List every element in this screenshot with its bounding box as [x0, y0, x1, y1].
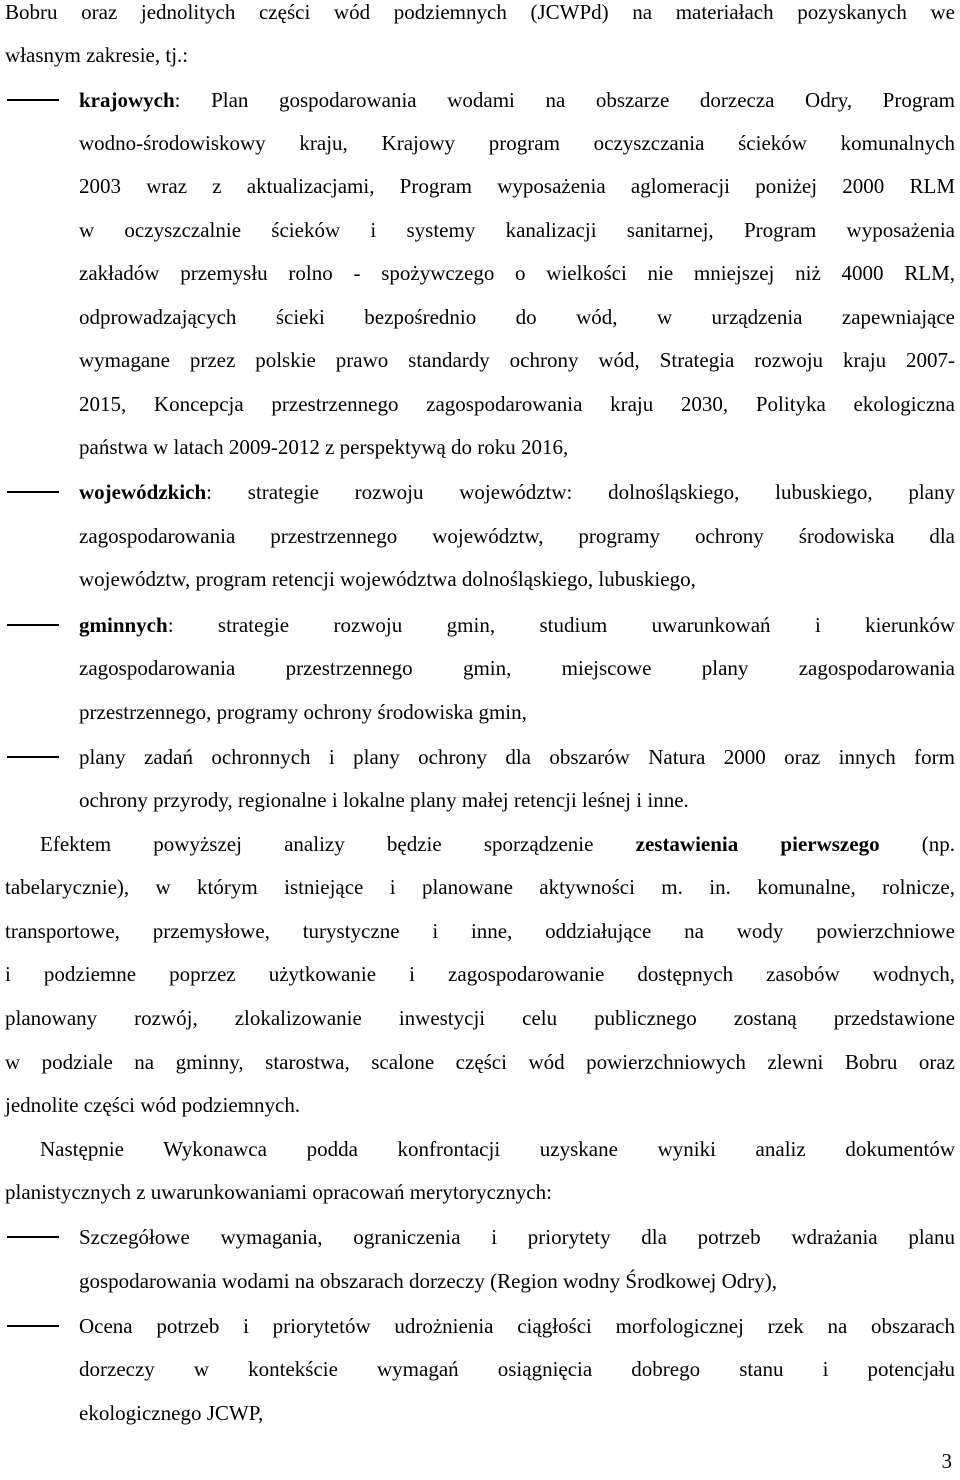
- next-paragraph-line-1: Następnie Wykonawca podda konfrontacji uzyskane wyniki analiz dokumentów: [40, 1137, 955, 1161]
- effect-paragraph-line-6: w podziale na gminny, starostwa, scalone części wód powierzchniowych zlewni Bobru oraz: [5, 1050, 955, 1074]
- bullet-natura-line-1: plany zadań ochronnych i plany ochrony dla obszarów Natura 2000 oraz innych form: [79, 745, 955, 769]
- effect-paragraph-line-1: [40, 829, 955, 859]
- bullet-gminnych-lead: gminnych: [79, 613, 168, 637]
- next-paragraph-line-2: planistycznych z uwarunkowaniami opracowań merytorycznych:: [5, 1180, 552, 1204]
- bullet2-2-line-2: dorzeczy w kontekście wymagań osiągnięcia dobrego stanu i potencjału: [79, 1357, 955, 1381]
- bullet-krajowych-line-8: 2015, Koncepcja przestrzennego zagospodarowania kraju 2030, Polityka ekologiczna: [79, 392, 955, 416]
- bullet-wojewodzkich-line-1: [79, 477, 955, 507]
- bullet2-2-line-3: ekologicznego JCWP,: [79, 1401, 264, 1425]
- bullet-natura-line-2: ochrony przyrody, regionalne i lokalne plany małej retencji leśnej i inne.: [79, 788, 689, 812]
- bullet-krajowych-line-7: wymagane przez polskie prawo standardy ochrony wód, Strategia rozwoju kraju 2007-: [79, 348, 955, 372]
- bullet-wojewodzkich-rest: : strategie rozwoju województw: dolnośląskiego, lubuskiego, plany: [206, 480, 955, 504]
- bullet2-2-line-1: Ocena potrzeb i priorytetów udrożnienia ciągłości morfologicznej rzek na obszarach: [79, 1314, 955, 1338]
- bullet-krajowych-line-6: odprowadzających ścieki bezpośrednio do wód, w urządzenia zapewniające: [79, 305, 955, 329]
- bullet-wojewodzkich-line-3: województw, program retencji województwa dolnośląskiego, lubuskiego,: [79, 567, 696, 591]
- dash-bullet-icon: [5, 1311, 60, 1341]
- bullet2-1-line-1: Szczegółowe wymagania, ograniczenia i priorytety dla potrzeb wdrażania planu: [79, 1225, 955, 1249]
- bullet2-1-line-2: gospodarowania wodami na obszarach dorzeczy (Region wodny Środkowej Odry),: [79, 1269, 778, 1293]
- bullet-gminnych-rest: : strategie rozwoju gmin, studium uwarunkowań i kierunków: [167, 613, 955, 637]
- dash-bullet-icon: [5, 85, 60, 115]
- bullet-krajowych-lead: krajowych: [79, 88, 175, 112]
- bullet-krajowych-rest: : Plan gospodarowania wodami na obszarze dorzecza Odry, Program: [174, 88, 955, 112]
- effect-bold-term: zestawienia pierwszego: [635, 832, 880, 856]
- bullet-krajowych-line-5: zakładów przemysłu rolno - spożywczego o wielkości nie mniejszej niż 4000 RLM,: [79, 261, 955, 285]
- effect-paragraph-line-4: i podziemne poprzez użytkowanie i zagospodarowanie dostępnych zasobów wodnych,: [5, 962, 955, 986]
- effect-paragraph-line-5: planowany rozwój, zlokalizowanie inwestycji celu publicznego zostaną przedstawione: [5, 1006, 955, 1030]
- page-number: 3: [941, 1449, 952, 1473]
- bullet-krajowych-line-3: 2003 wraz z aktualizacjami, Program wyposażenia aglomeracji poniżej 2000 RLM: [79, 174, 955, 198]
- effect-text-before: Efektem powyższej analizy będzie sporządzenie: [40, 832, 636, 856]
- bullet-krajowych-line-4: w oczyszczalnie ścieków i systemy kanalizacji sanitarnej, Program wyposażenia: [79, 218, 955, 242]
- intro-line-2: własnym zakresie, tj.:: [5, 43, 189, 67]
- bullet-gminnych-line-2: zagospodarowania przestrzennego gmin, miejscowe plany zagospodarowania: [79, 656, 955, 680]
- bullet-krajowych-line-1: [79, 85, 955, 115]
- effect-text-after: (np.: [879, 832, 955, 856]
- bullet-wojewodzkich-line-2: zagospodarowania przestrzennego województw, programy ochrony środowiska dla: [79, 524, 955, 548]
- intro-line-1: Bobru oraz jednolitych części wód podziemnych (JCWPd) na materiałach pozyskanych we: [5, 0, 955, 24]
- dash-bullet-icon: [5, 742, 60, 772]
- effect-paragraph-line-2: tabelarycznie), w którym istniejące i planowane aktywności m. in. komunalne, rolnicze,: [5, 875, 955, 899]
- bullet-krajowych-line-9: państwa w latach 2009-2012 z perspektywą do roku 2016,: [79, 435, 569, 459]
- bullet-gminnych-line-3: przestrzennego, programy ochrony środowiska gmin,: [79, 700, 527, 724]
- dash-bullet-icon: [5, 1222, 60, 1252]
- effect-paragraph-line-3: transportowe, przemysłowe, turystyczne i inne, oddziałujące na wody powierzchniowe: [5, 919, 955, 943]
- dash-bullet-icon: [5, 610, 60, 640]
- dash-bullet-icon: [5, 477, 60, 507]
- bullet-krajowych-line-2: wodno-środowiskowy kraju, Krajowy program oczyszczania ścieków komunalnych: [79, 131, 955, 155]
- bullet-wojewodzkich-lead: wojewódzkich: [79, 480, 207, 504]
- bullet-gminnych-line-1: [79, 610, 955, 640]
- effect-paragraph-line-7: jednolite części wód podziemnych.: [5, 1093, 301, 1117]
